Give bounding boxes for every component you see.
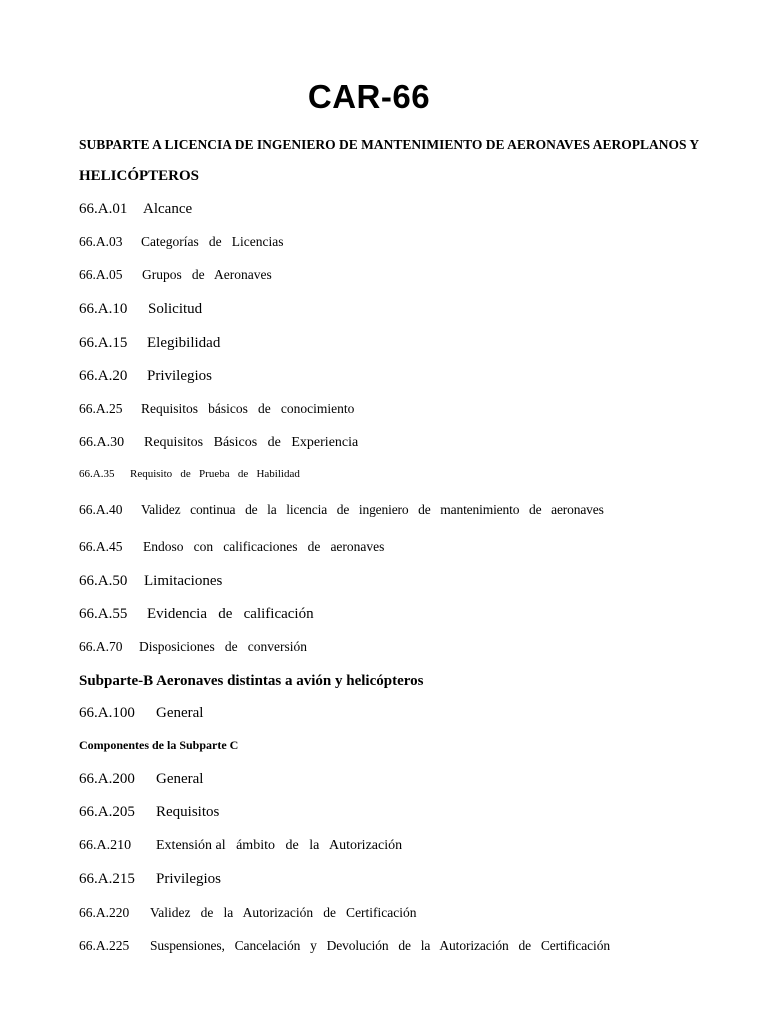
item-label: Requisitos básicos de conocimiento [141, 401, 355, 416]
item-label: Validez de la Autorización de Certificación [150, 905, 417, 920]
list-item [79, 772, 203, 787]
subpart-a-heading-line1: SUBPARTE A LICENCIA DE INGENIERO DE MANTENIMIENTO DE AERONAVES AEROPLANOS Y [79, 137, 700, 152]
list-item [79, 540, 384, 554]
item-code: 66.A.45 [79, 539, 123, 554]
item-code: 66.A.25 [79, 401, 123, 416]
list-item [79, 574, 222, 589]
subpart-b-heading: Subparte-B Aeronaves distintas a avión y helicópteros [79, 673, 424, 689]
list-item [79, 706, 203, 721]
item-label: Alcance [143, 201, 193, 217]
item-code: 66.A.70 [79, 639, 123, 654]
item-label: Requisitos Básicos de Experiencia [144, 435, 359, 450]
list-item [79, 503, 604, 517]
item-code: 66.A.200 [79, 771, 135, 787]
item-code: 66.A.20 [79, 368, 128, 384]
list-item [79, 336, 220, 351]
item-label: General [156, 705, 204, 721]
item-label: Disposiciones de conversión [139, 639, 307, 654]
item-label: Categorías de Licencias [141, 234, 284, 249]
item-code: 66.A.205 [79, 804, 135, 820]
list-item [79, 607, 314, 622]
item-code: 66.A.40 [79, 502, 123, 517]
item-code: 66.A.03 [79, 234, 123, 249]
list-item [79, 436, 358, 450]
item-label: Validez continua de la licencia de ingeniero de mantenimiento de aeronaves [141, 502, 604, 517]
item-label: Requisitos [156, 804, 220, 820]
item-label: Requisito de Prueba de Habilidad [130, 468, 300, 480]
list-item [79, 402, 354, 416]
item-label: Endoso con calificaciones de aeronaves [143, 539, 385, 554]
document-title: CAR-66 [307, 78, 431, 115]
item-code: 66.A.01 [79, 201, 128, 217]
item-code: 66.A.05 [79, 267, 123, 282]
item-code: 66.A.210 [79, 838, 132, 853]
list-item [79, 640, 307, 654]
item-code: 66.A.215 [79, 871, 135, 887]
list-item [79, 469, 300, 480]
item-code: 66.A.15 [79, 335, 128, 351]
list-item [79, 268, 272, 282]
item-label: Elegibilidad [147, 335, 221, 351]
item-label: Limitaciones [144, 573, 223, 589]
list-item [79, 906, 417, 920]
item-code: 66.A.35 [79, 468, 115, 480]
item-label: Extensión al ámbito de la Autorización [156, 838, 403, 853]
subpart-a-heading-line2: HELICÓPTEROS [79, 168, 200, 184]
item-code: 66.A.100 [79, 705, 135, 721]
list-item [79, 939, 610, 953]
item-code: 66.A.55 [79, 606, 128, 622]
item-label: Privilegios [147, 368, 213, 384]
item-label: General [156, 771, 204, 787]
list-item [79, 839, 402, 853]
item-code: 66.A.50 [79, 573, 128, 589]
list-item [79, 302, 202, 317]
list-item [79, 369, 212, 384]
item-label: Solicitud [148, 301, 203, 317]
subpart-c-heading: Componentes de la Subparte C [79, 738, 239, 752]
item-label: Privilegios [156, 871, 222, 887]
item-label: Grupos de Aeronaves [142, 267, 272, 282]
item-label: Evidencia de calificación [147, 606, 314, 622]
list-item [79, 805, 219, 820]
item-code: 66.A.10 [79, 301, 128, 317]
item-code: 66.A.220 [79, 905, 130, 920]
item-label: Suspensiones, Cancelación y Devolución de la Autorización de Certificación [150, 938, 611, 953]
list-item [79, 235, 283, 249]
item-code: 66.A.30 [79, 435, 125, 450]
list-item [79, 872, 221, 887]
item-code: 66.A.225 [79, 938, 130, 953]
list-item [79, 202, 192, 217]
